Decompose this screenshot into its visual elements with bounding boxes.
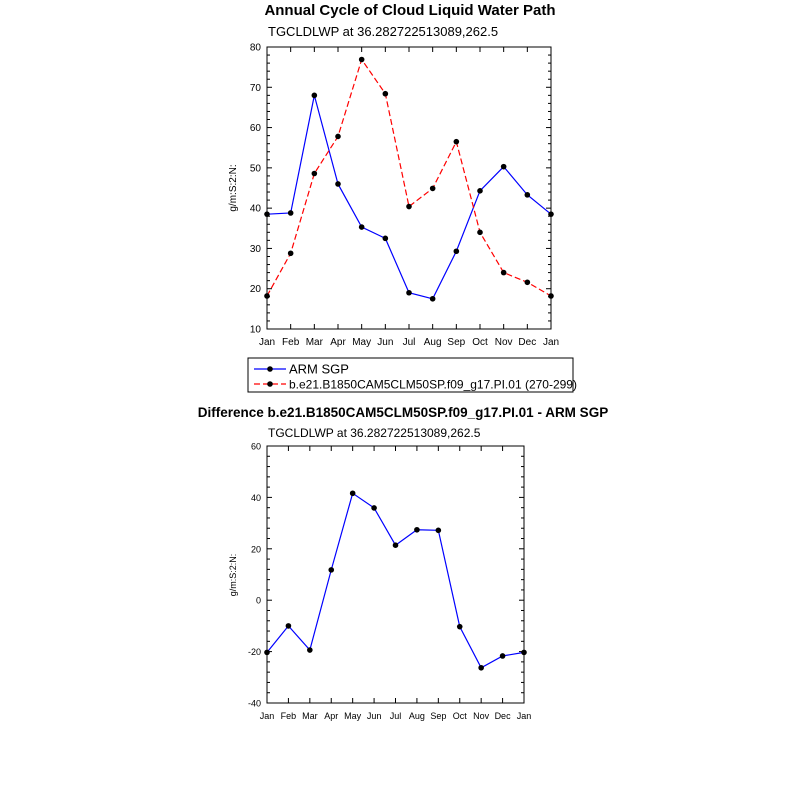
x-tick-label: Sep — [430, 711, 447, 721]
x-tick-label: Jan — [542, 337, 560, 348]
data-point-series-1 — [521, 650, 527, 656]
legend-label-series-1: ARM SGP — [289, 361, 349, 377]
data-point-series-1 — [264, 650, 270, 656]
data-point-series-1 — [478, 665, 484, 671]
bottom-chart-subtitle: TGCLDLWP at 36.282722513089,262.5 — [268, 426, 481, 440]
bottom-y-axis-label: g/m:S:2:N: — [228, 553, 238, 597]
y-tick-label: -20 — [247, 647, 261, 658]
data-point-series-1 — [286, 623, 292, 629]
data-point-series-1 — [525, 192, 531, 198]
x-tick-label: Jun — [377, 337, 394, 348]
data-point-series-2 — [525, 279, 531, 285]
data-point-series-1 — [328, 567, 334, 573]
y-tick-label: 20 — [250, 544, 261, 555]
y-tick-label: -40 — [247, 698, 261, 709]
x-tick-label: Oct — [452, 711, 467, 721]
data-point-series-1 — [264, 211, 270, 217]
y-tick-label: 50 — [249, 163, 261, 175]
x-tick-label: May — [352, 337, 372, 348]
top-plot-area — [250, 43, 559, 349]
x-tick-label: Sep — [447, 337, 466, 348]
top-chart-subtitle: TGCLDLWP at 36.282722513089,262.5 — [268, 24, 499, 39]
y-tick-label: 60 — [249, 123, 261, 135]
data-point-series-2 — [477, 230, 483, 236]
data-point-series-1 — [371, 505, 377, 511]
data-point-series-2 — [335, 134, 341, 140]
data-point-series-2 — [264, 293, 270, 299]
top-chart-title: Annual Cycle of Cloud Liquid Water Path — [264, 2, 556, 19]
data-point-series-1 — [350, 490, 356, 496]
bottom-plot-area — [248, 442, 531, 722]
top-panel — [228, 2, 577, 392]
data-point-series-2 — [312, 171, 318, 177]
legend-marker-series-2 — [267, 381, 273, 387]
data-point-series-1 — [548, 211, 554, 217]
y-tick-label: 40 — [250, 492, 261, 503]
y-tick-label: 10 — [249, 324, 261, 336]
x-tick-label: Mar — [302, 711, 318, 721]
data-point-series-2 — [288, 250, 294, 256]
x-tick-label: Jul — [402, 337, 416, 348]
bottom-chart-title: Difference b.e21.B1850CAM5CLM50SP.f09_g17.PI.01 - ARM SGP — [197, 405, 609, 420]
x-tick-label: Jan — [258, 337, 276, 348]
x-tick-label: Apr — [324, 711, 339, 721]
data-point-series-2 — [359, 57, 365, 63]
x-tick-label: Oct — [472, 337, 488, 348]
data-point-series-1 — [414, 527, 420, 533]
data-point-series-2 — [454, 139, 460, 145]
x-tick-label: Aug — [408, 711, 425, 721]
data-point-series-1 — [359, 224, 365, 230]
plot-frame — [267, 47, 551, 329]
y-tick-label: 30 — [249, 243, 261, 255]
legend-label-series-2: b.e21.B1850CAM5CLM50SP.f09_g17.PI.01 (270-299) — [289, 377, 577, 392]
data-point-series-1 — [335, 181, 341, 187]
x-tick-label: Dec — [494, 711, 511, 721]
y-tick-label: 60 — [250, 441, 261, 452]
series-line-2 — [267, 59, 551, 295]
data-point-series-1 — [393, 542, 399, 548]
y-tick-label: 40 — [249, 203, 261, 215]
x-tick-label: Jan — [516, 711, 532, 721]
top-legend — [248, 358, 577, 392]
bottom-panel — [198, 405, 608, 721]
x-tick-label: Nov — [494, 337, 513, 348]
x-tick-label: Jan — [259, 711, 275, 721]
y-tick-label: 0 — [255, 595, 261, 606]
x-tick-label: Nov — [473, 711, 490, 721]
data-point-series-1 — [454, 248, 460, 254]
x-tick-label: Feb — [282, 337, 300, 348]
x-tick-label: Mar — [305, 337, 323, 348]
data-point-series-2 — [406, 204, 412, 210]
data-point-series-2 — [501, 270, 507, 276]
data-point-series-1 — [500, 653, 506, 659]
data-point-series-2 — [548, 293, 554, 299]
data-point-series-1 — [307, 647, 313, 653]
data-point-series-1 — [312, 93, 318, 99]
data-point-series-1 — [430, 296, 436, 302]
x-tick-label: Aug — [423, 337, 442, 348]
data-point-series-1 — [501, 164, 507, 170]
y-tick-label: 20 — [249, 284, 261, 296]
x-tick-label: Dec — [518, 337, 537, 348]
x-tick-label: May — [344, 711, 362, 721]
y-tick-label: 70 — [249, 82, 261, 94]
top-y-axis-label: g/m:S:2:N: — [228, 164, 239, 212]
data-point-series-1 — [436, 527, 442, 533]
data-point-series-1 — [457, 624, 463, 630]
plot-frame — [267, 446, 524, 703]
y-tick-label: 80 — [249, 42, 261, 54]
data-point-series-2 — [430, 186, 436, 192]
data-point-series-1 — [477, 188, 483, 194]
legend-marker-series-1 — [267, 366, 273, 372]
series-line-1 — [267, 95, 551, 298]
x-tick-label: Jul — [389, 711, 402, 721]
x-tick-label: Jun — [366, 711, 382, 721]
data-point-series-1 — [406, 290, 412, 296]
data-point-series-1 — [288, 210, 294, 216]
data-point-series-1 — [383, 236, 389, 242]
series-line-1 — [267, 493, 524, 668]
x-tick-label: Feb — [280, 711, 297, 721]
x-tick-label: Apr — [330, 337, 346, 348]
data-point-series-2 — [383, 91, 389, 97]
